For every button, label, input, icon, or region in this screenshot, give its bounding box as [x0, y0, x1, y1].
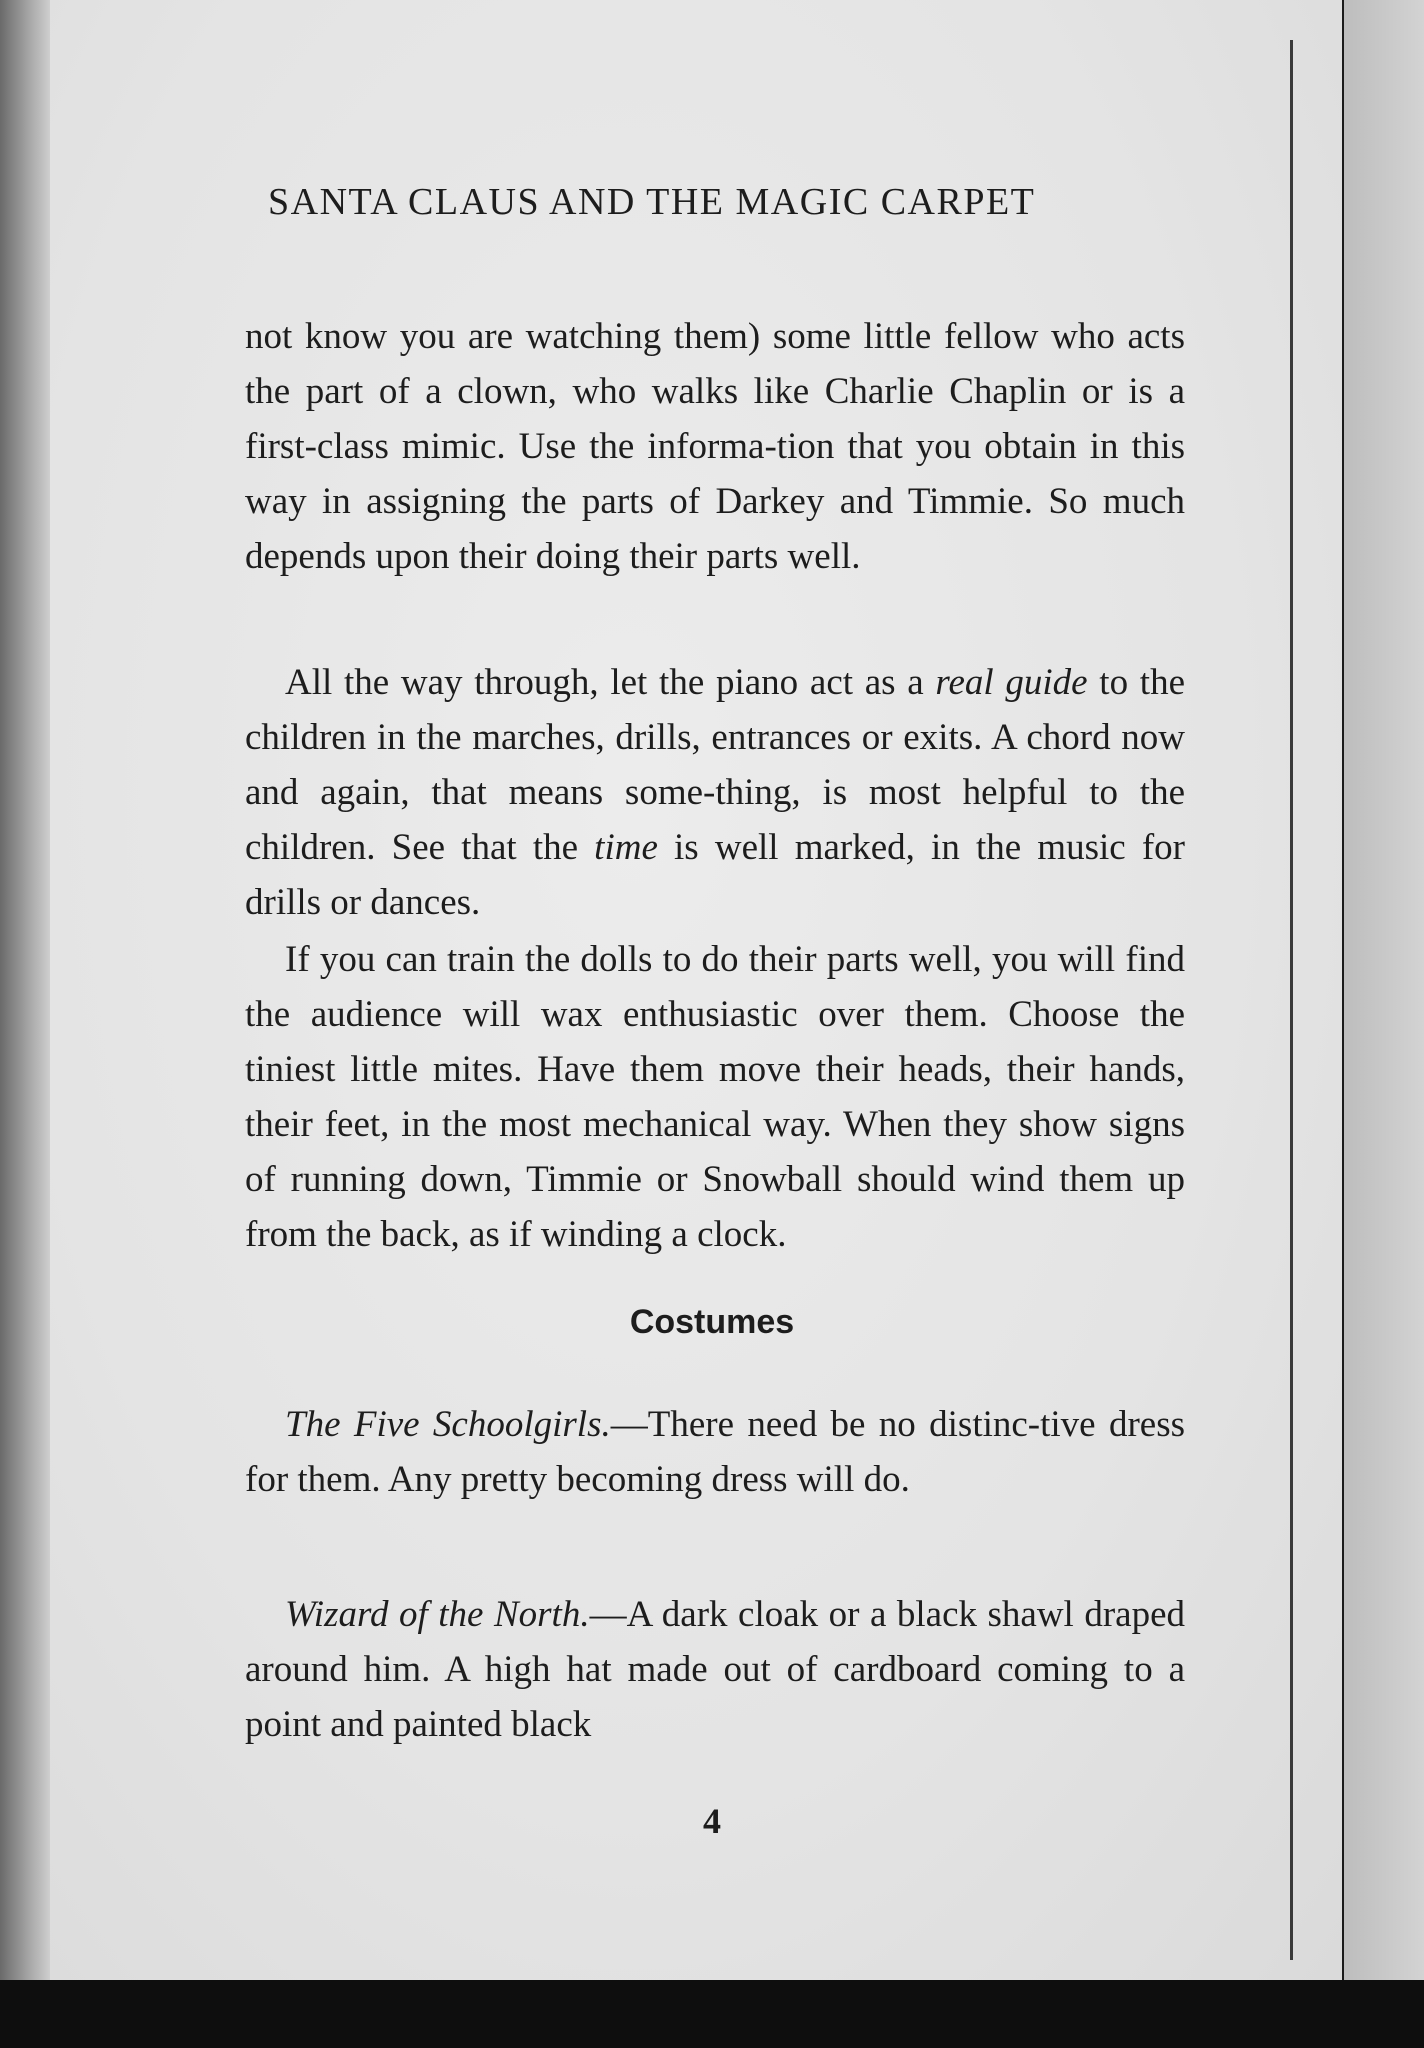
paragraph-3: If you can train the dolls to do their parts well, you will find the audience will wax enthusiastic over them. Choose the tiniest little mites. Have them move their heads, their hands, their feet, in the most mechanical way. When they show signs of running down, Timmie or Snowball should wind them up from the back, as if winding a clock. — [245, 939, 1185, 1255]
paragraph-2-text-b: to the children in the marches, drills, entrances or exits. A chord now and again, that means some-thing, is most helpful to the children. See that the — [245, 662, 1185, 868]
paragraph-2-italic-real-guide: real guide — [935, 662, 1088, 703]
paragraph-2 — [245, 655, 1185, 930]
paragraph-2-text-c: is well marked, in the music for drills or dances. — [245, 827, 1185, 923]
page-number: 4 — [703, 1801, 721, 1841]
section-heading-costumes: Costumes — [629, 1303, 795, 1341]
paragraph-2-italic-time: time — [594, 827, 658, 868]
running-head: SANTA CLAUS AND THE MAGIC CARPET — [268, 181, 1036, 223]
paragraph-2-text-a: All the way through, let the piano act as a — [285, 662, 936, 703]
costume-entry-wizard — [245, 1587, 1185, 1752]
costume-role-schoolgirls: The Five Schoolgirls. — [285, 1404, 611, 1445]
costume-text-schoolgirls: —There need be no distinc-tive dress for them. Any pretty becoming dress will do. — [245, 1404, 1185, 1500]
costume-role-wizard: Wizard of the North. — [285, 1594, 590, 1635]
paragraph-1: not know you are watching them) some little fellow who acts the part of a clown, who walks like Charlie Chaplin or is a first-class mimic. Use the informa-tion that you obtain in this way in assigning the parts of Darkey and Timmie. So much depends upon their doing their parts well. — [245, 316, 1185, 577]
costume-text-wizard: —A dark cloak or a black shawl draped around him. A high hat made out of cardboard coming to a point and painted black — [245, 1594, 1186, 1745]
costume-entry-schoolgirls — [245, 1397, 1185, 1507]
